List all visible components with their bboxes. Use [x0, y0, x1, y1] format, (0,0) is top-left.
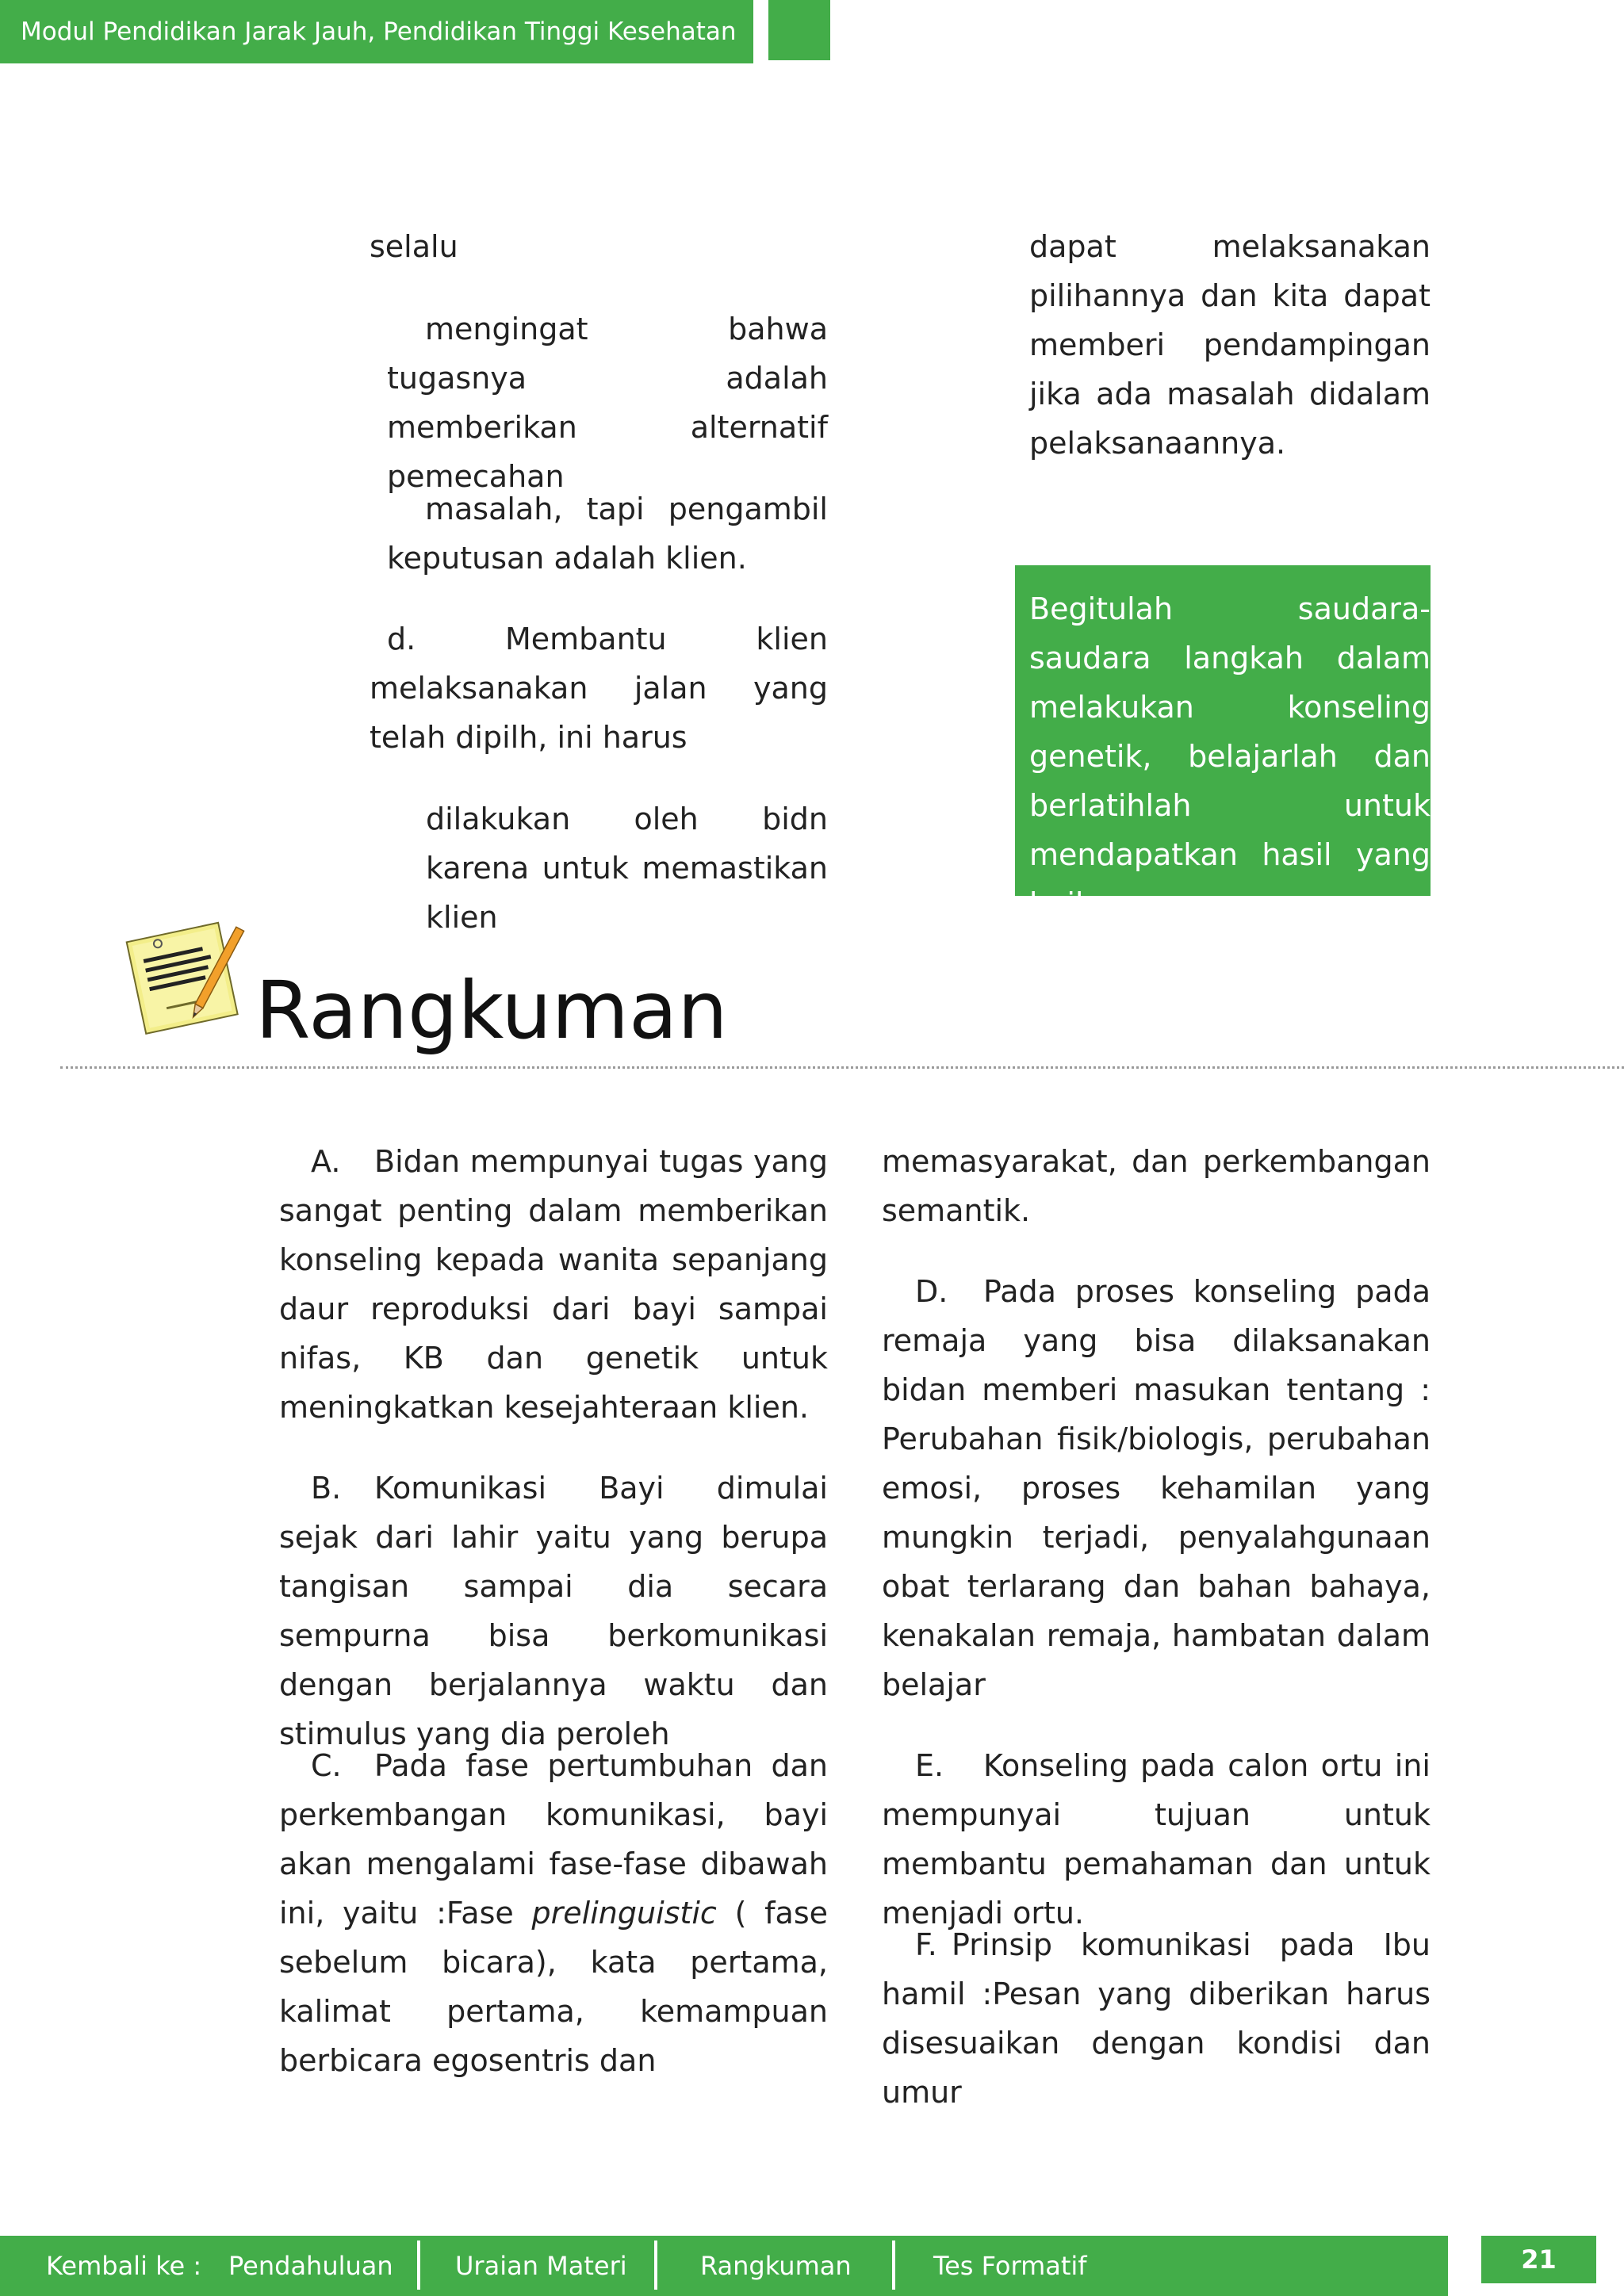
nav-link-tes-formatif[interactable]: Tes Formatif: [933, 2251, 1087, 2281]
summary-item-c-continued: memasyarakat, dan perkembangan semantik.: [882, 1144, 1431, 1228]
header-title: Modul Pendidikan Jarak Jauh, Pendidikan Tinggi Kesehatan: [21, 17, 737, 46]
upper-left-p3: masalah, tapi pengambil keputusan adalah klien.: [387, 492, 828, 576]
summary-item-a-letter: A.: [311, 1144, 341, 1179]
callout-text: Begitulah saudara-saudara langkah dalam melakukan konseling genetik, belajarlah dan berlatihlah untuk mendapatkan hasil yang baik.: [1029, 591, 1431, 921]
summary-item-a: [279, 1137, 828, 1432]
nav-link-pendahuluan[interactable]: Pendahuluan: [228, 2251, 393, 2281]
summary-item-f-letter: F.: [915, 1927, 937, 1962]
header-bar: [0, 0, 753, 63]
upper-left-p4: d. Membantu klien melaksanakan jalan yang telah dipilh, ini harus: [370, 622, 828, 755]
upper-left-p5: dilakukan oleh bidn karena untuk memastikan klien: [426, 802, 828, 935]
summary-item-d-letter: D.: [915, 1274, 948, 1309]
footer-back-label: Kembali ke :: [46, 2251, 202, 2281]
summary-item-e: [882, 1741, 1431, 1938]
upper-left-p1: selalu: [370, 229, 458, 264]
footer-separator: [417, 2241, 420, 2290]
summary-item-b-letter: B.: [311, 1471, 342, 1506]
summary-item-f-text: Prinsip komunikasi pada Ibu hamil :Pesan yang diberikan harus disesuaikan dengan kondisi dan umur: [882, 1927, 1431, 2110]
summary-item-f: [882, 1920, 1431, 2117]
summary-item-c-text-2: ( fase sebelum bicara), kata pertama, kalimat pertama, kemampuan berbicara egosentris dan: [279, 1896, 828, 2078]
summary-item-d-text: Pada proses konseling pada remaja yang bisa dilaksanakan bidan memberi masukan tentang : Perubahan fisik/biologis, perubahan emosi, proses kehamilan yang mungkin terjadi, penyalahgunaan obat terlarang dan bahan bahaya, kenakalan remaja, hambatan dalam belajar: [882, 1274, 1431, 1702]
section-title: Rangkuman: [255, 964, 728, 1057]
footer-separator: [892, 2241, 895, 2290]
summary-item-c-letter: C.: [311, 1748, 342, 1783]
summary-item-b-text: Komunikasi Bayi dimulai sejak dari lahir yaitu yang berupa tangisan sampai dia secara sempurna bisa berkomunikasi dengan berjalannya waktu dan stimulus yang dia peroleh: [279, 1471, 828, 1751]
summary-item-c-text-1: Pada fase pertumbuhan dan perkembangan komunikasi, bayi akan mengalami fase-fase dibawah ini, yaitu :Fase: [279, 1748, 828, 1931]
summary-item-e-letter: E.: [915, 1748, 944, 1783]
callout-box: [1015, 565, 1431, 921]
summary-item-c-italic: prelinguistic: [531, 1896, 717, 1931]
nav-link-uraian-materi[interactable]: Uraian Materi: [455, 2251, 627, 2281]
footer-nav: [0, 2236, 1448, 2296]
summary-item-a-text: Bidan mempunyai tugas yang sangat penting dalam memberikan konseling kepada wanita sepanjang daur reproduksi dari bayi sampai nifas, KB dan genetik untuk meningkatkan kesejahteraan klien.: [279, 1144, 828, 1425]
notepad-pencil-icon: [123, 916, 246, 1050]
section-divider: [60, 1066, 1624, 1069]
summary-item-e-text: Konseling pada calon ortu ini mempunyai tujuan untuk membantu pemahaman dan untuk menjadi ortu.: [882, 1748, 1431, 1931]
header-accent-block: [768, 0, 830, 60]
footer-separator: [654, 2241, 657, 2290]
summary-item-d: [882, 1267, 1431, 1709]
summary-item-b: [279, 1464, 828, 1758]
upper-right-p1: dapat melaksanakan pilihannya dan kita dapat memberi pendampingan jika ada masalah didalam pelaksanaannya.: [1029, 229, 1431, 461]
upper-left-p2: mengingat bahwa tugasnya adalah memberikan alternatif pemecahan: [387, 312, 828, 494]
page-number: 21: [1481, 2236, 1596, 2283]
summary-item-c: [279, 1741, 828, 2085]
nav-link-rangkuman[interactable]: Rangkuman: [700, 2251, 852, 2281]
